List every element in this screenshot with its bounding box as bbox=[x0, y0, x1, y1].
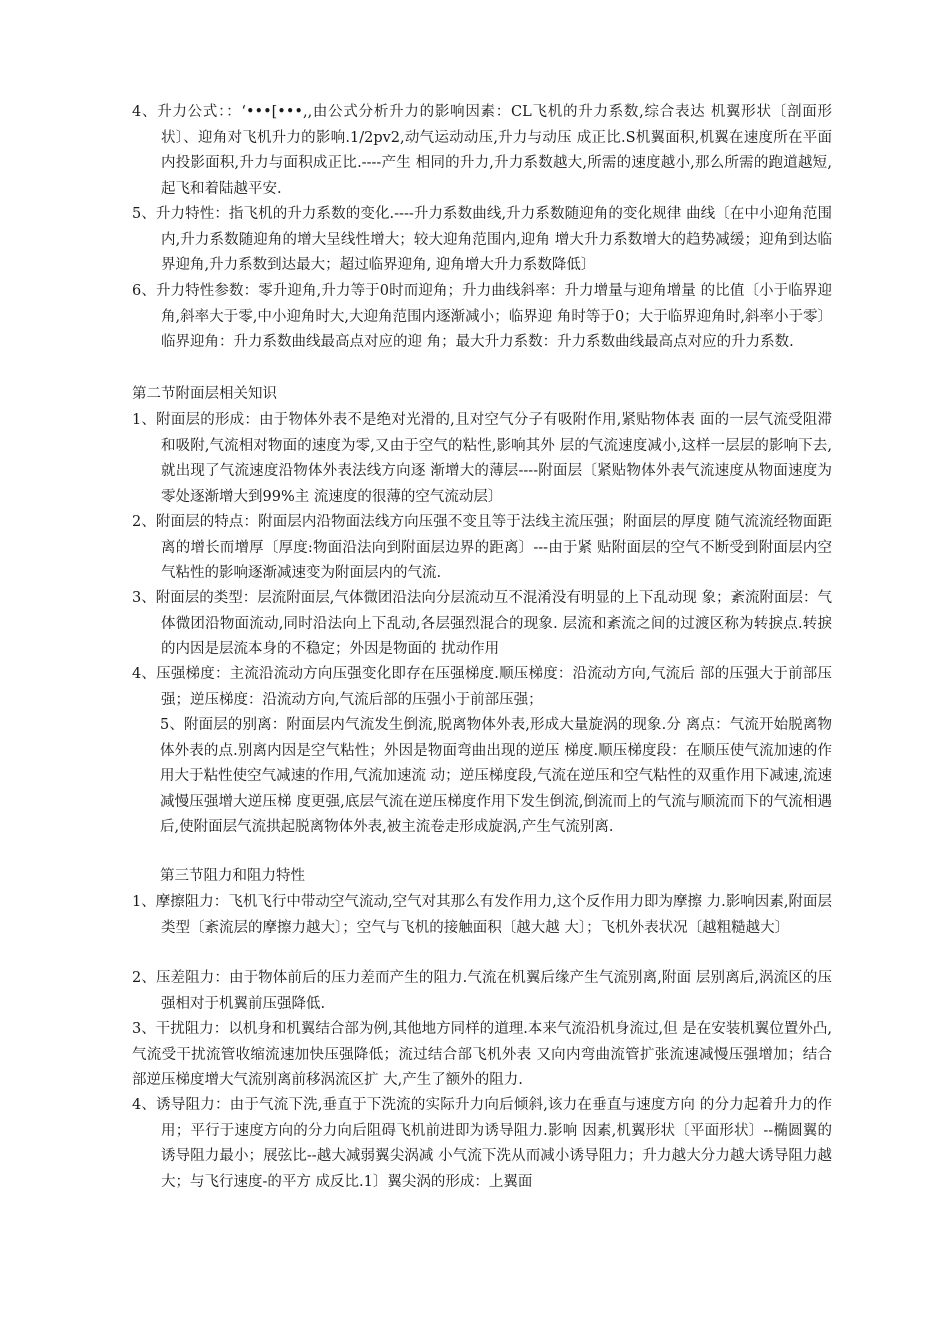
paragraph-induced-drag: 4、诱导阻力：由于气流下洗,垂直于下洗流的实际升力向后倾斜,该力在垂直与速度方向 的分力起着升力的作用；平行于速度方向的分力向后阻碍飞机前进即为诱导阻力.影响 因素,机翼形状〔平面形状〕--椭圆翼的诱导阻力最小；展弦比--越大减弱翼尖涡减 小气流下洗从而减小诱导阻力；升力越大分力越大诱导阻力越大；与飞行速度-的平方 成反比.1〕翼尖涡的形成：上翼面 bbox=[132, 1097, 832, 1190]
paragraph-lift-formula: 4、升力公式：：‘•••[•••,,由公式分析升力的影响因素：CL飞机的升力系数,综合表达 机翼形状〔剖面形状〕、迎角对飞机升力的影响.1/2pv2,动气运动动压,升力与动压 成正比.S机翼面积,机翼在速度所在平面内投影面积,升力与面积成正比.----产生 相同的升力,升力系数越大,所需的速度越小,那么所需的跑道越短,起飞和着陆越平安. bbox=[132, 104, 832, 197]
paragraph-interference-drag: 3、干扰阻力：以机身和机翼结合部为例,其他地方同样的道理.本来气流沿机身流过,但 是在安装机翼位置外凸,气流受干扰流管收缩流速加快压强降低；流过结合部飞机外表 又向内弯曲流管扩张流速减慢压强增加；结合部逆压梯度增大气流别离前移涡流区扩 大,产生了额外的阻力. bbox=[132, 1021, 832, 1089]
paragraph-pressure-drag: 2、压差阻力：由于物体前后的压力差而产生的阻力.气流在机翼后缘产生气流别离,附面 层别离后,涡流区的压强相对于机翼前压强降低. bbox=[132, 970, 832, 1012]
section-2-heading: 第二节附面层相关知识 bbox=[132, 386, 277, 402]
paragraph-boundary-layer-separation: 5、附面层的别离：附面层内气流发生倒流,脱离物体外表,形成大量旋涡的现象.分 离点：气流开始脱离物体外表的点.别离内因是空气粘性；外因是物面弯曲出现的逆压 梯度.顺压梯度段：在顺压使气流加速的作用大于粘性使空气减速的作用,气流加速流 动；逆压梯度段,气流在逆压和空气粘性的双重作用下减速,流速减慢压强增大逆压梯 度更强,底层气流在逆压梯度作用下发生倒流,倒流而上的气流与顺流而下的气流相遇 后,使附面层气流拱起脱离物体外表,被主流卷走形成旋涡,产生气流别离. bbox=[160, 717, 832, 836]
paragraph-friction-drag: 1、摩擦阻力：飞机飞行中带动空气流动,空气对其那么有发作用力,这个反作用力即为摩擦 力.影响因素,附面层类型〔紊流层的摩擦力越大〕；空气与飞机的接触面积〔越大越 大〕；飞机外表状况〔越粗糙越大〕 bbox=[132, 894, 832, 936]
paragraph-lift-characteristics: 5、升力特性：指飞机的升力系数的变化.----升力系数曲线,升力系数随迎角的变化规律 曲线〔在中小迎角范围内,升力系数随迎角的增大呈线性增大；较大迎角范围内,迎角 增大升力系数增大的趋势减缓；迎角到达临界迎角,升力系数到达最大；超过临界迎角, 迎角增大升力系数降低〕 bbox=[132, 206, 832, 274]
paragraph-pressure-gradient: 4、压强梯度：主流沿流动方向压强变化即存在压强梯度.顺压梯度：沿流动方向,气流后 部的压强大于前部压强；逆压梯度：沿流动方向,气流后部的压强小于前部压强； bbox=[132, 666, 832, 708]
section-3-heading: 第三节阻力和阻力特性 bbox=[160, 868, 305, 884]
paragraph-lift-parameters: 6、升力特性参数：零升迎角,升力等于0时而迎角；升力曲线斜率：升力增量与迎角增量 的比值〔小于临界迎角,斜率大于零,中小迎角时大,大迎角范围内逐渐减小；临界迎 角时等于0；大于临界迎角时,斜率小于零〕临界迎角：升力系数曲线最高点对应的迎 角；最大升力系数：升力系数曲线最高点对应的升力系数. bbox=[132, 283, 832, 351]
paragraph-boundary-layer-features: 2、附面层的特点：附面层内沿物面法线方向压强不变且等于法线主流压强；附面层的厚度 随气流流经物面距离的增长而增厚〔厚度:物面沿法向到附面层边界的距离〕---由于紧 贴附面层的空气不断受到附面层内空气粘性的影响逐渐减速变为附面层内的气流. bbox=[132, 514, 832, 582]
paragraph-boundary-layer-formation: 1、附面层的形成：由于物体外表不是绝对光滑的,且对空气分子有吸附作用,紧贴物体表 面的一层气流受阻滞和吸附,气流相对物面的速度为零,又由于空气的粘性,影响其外 层的气流速度减小,这样一层层的影响下去,就出现了气流速度沿物体外表法线方向逐 渐增大的薄层----附面层〔紧贴物体外表气流速度从物面速度为零处逐渐增大到99%主 流速度的很薄的空气流动层〕 bbox=[132, 412, 832, 505]
paragraph-boundary-layer-types: 3、附面层的类型：层流附面层,气体微团沿法向分层流动互不混淆没有明显的上下乱动现 象；紊流附面层：气体微团沿物面流动,同时沿法向上下乱动,各层强烈混合的现象. 层流和紊流之间的过渡区称为转捩点.转捩的内因是层流本身的不稳定；外因是物面的 扰动作用 bbox=[132, 590, 832, 658]
